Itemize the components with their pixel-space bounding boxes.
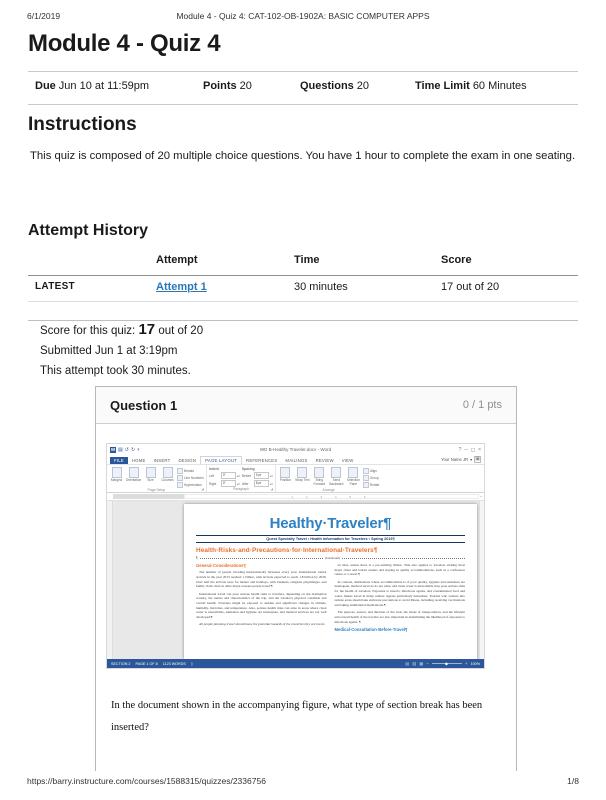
attempt-1-link[interactable]: Attempt 1 <box>156 281 207 293</box>
spacing-after-label: After <box>241 481 249 486</box>
vertical-scrollbar <box>479 501 484 659</box>
doc-paragraph: International travel can pose serious health risks to travelers, depending on the destination country, the nature and characteristics of the trip, and the traveler's physical condition and overall health. Travelers might be exposed to sudden and significant changes in altitude, humidity, microbes, and temperature. Also, serious health risks can arise in areas where clean water is unavailable, sanitation and hygiene are inadequate, and medical services are not well developed.¶ <box>196 591 327 619</box>
doc-paragraph: The purpose, season, and duration of the visit, the mode of transportation, and the lifestyle and overall health of the traveler are also important in determining the likelihood of exposure to infectious agents. ¶ <box>334 610 465 624</box>
indent-header: Indent <box>208 467 219 471</box>
spinner-icon: ▴▾ <box>236 481 240 486</box>
tab-review: REVIEW <box>315 458 334 463</box>
position-label: Position <box>279 478 292 482</box>
indent-left-label: Left <box>208 473 215 478</box>
selection-pane-label: Selection Pane <box>346 478 360 486</box>
instructions-text: This quiz is composed of 20 multiple choice questions. You have 1 hour to complete the exam in one seating. <box>30 150 576 162</box>
restore-icon: ◻ <box>470 446 476 453</box>
columns-icon <box>163 467 173 478</box>
group-button <box>363 475 379 481</box>
spacing-before-value: 0 pt <box>254 472 269 479</box>
align-icon <box>363 468 369 474</box>
dialog-launcher-icon: ◢ <box>270 487 273 491</box>
indent-right-label: Right <box>208 481 217 486</box>
word-status-bar <box>107 659 484 668</box>
word-titlebar <box>107 444 484 455</box>
pilcrow-mark: ¶ <box>196 556 198 560</box>
page-setup-buttons <box>109 466 204 488</box>
doc-italic-note: All people planning travel should know the potential hazards of the countries they are travel- <box>199 622 326 627</box>
indent-column <box>209 466 240 487</box>
statusbar-right <box>405 661 480 666</box>
person-icon: ▣ <box>475 456 480 462</box>
spacing-column <box>242 466 273 487</box>
account-dropdown-icon: ▾ <box>470 457 473 462</box>
table-header-divider <box>28 275 578 276</box>
print-header-title: Module 4 - Quiz 4: CAT-102-OB-1902A: BASIC COMPUTER APPS <box>176 11 430 21</box>
attempt-history-heading: Attempt History <box>28 222 149 239</box>
page-setup-label-text: Page Setup <box>147 488 166 492</box>
minimize-icon: ─ <box>464 446 468 453</box>
margins-icon <box>112 467 122 478</box>
wrap-text-icon <box>297 467 307 478</box>
group-label: Group <box>369 476 379 480</box>
dotted-rule <box>342 558 465 559</box>
doc-columns <box>196 563 465 634</box>
meta-due <box>35 80 149 92</box>
right-subhead: Medical·Consultation·Before·Travel¶ <box>334 626 408 632</box>
dialog-launcher-icon: ◢ <box>201 487 204 491</box>
size-icon <box>146 467 156 478</box>
position-button <box>278 466 293 483</box>
zoom-slider-thumb: ◆ <box>444 660 448 666</box>
selection-pane-button <box>346 466 361 486</box>
page-setup-group-label <box>109 488 204 492</box>
ribbon-group-paragraph <box>207 465 276 492</box>
meta-time-limit-label: Time Limit <box>415 80 470 92</box>
ribbon-group-page-setup <box>107 465 207 492</box>
meta-due-value: Jun 10 at 11:59pm <box>58 80 150 92</box>
zoom-slider <box>432 660 462 666</box>
score-prefix: Score for this quiz: <box>40 325 136 337</box>
column-header-score: Score <box>441 254 472 266</box>
tab-view: VIEW <box>341 458 354 463</box>
tab-references: REFERENCES <box>246 458 278 463</box>
score-value: 17 <box>138 321 156 338</box>
size-button <box>143 466 158 483</box>
close-icon: × <box>478 446 481 453</box>
zoom-out-icon: − <box>426 661 429 666</box>
footer-url: https://barry.instructure.com/courses/1588315/quizzes/2336756 <box>27 776 266 786</box>
zoom-in-icon: + <box>464 661 468 666</box>
breaks-label: Breaks <box>184 469 194 473</box>
meta-points-label: Points <box>203 80 237 92</box>
print-layout-icon: ▥ <box>412 661 417 666</box>
ribbon <box>107 465 484 493</box>
dotted-rule <box>200 558 323 559</box>
window-controls <box>459 447 481 453</box>
meta-time-limit-value: 60 Minutes <box>472 80 527 92</box>
spinner-icon: ▴▾ <box>269 481 273 486</box>
doc-continued-rule <box>196 556 465 560</box>
doc-left-column <box>196 563 327 634</box>
page-setup-small-buttons <box>177 466 204 488</box>
help-icon: ? <box>458 446 462 453</box>
spacing-before-label: Before <box>241 473 252 478</box>
redo-icon: ↻ <box>130 446 136 453</box>
document-page <box>184 504 477 659</box>
proofing-icon: ▯ <box>190 661 193 666</box>
meta-time-limit <box>415 80 527 92</box>
margins-button <box>109 466 124 483</box>
tab-mailings: MAILINGS <box>285 458 308 463</box>
hyphenation-label: Hyphenation <box>184 483 202 487</box>
spinner-icon: ▴▾ <box>236 473 240 478</box>
spacing-header: Spacing <box>241 467 255 471</box>
ruler-margin-area <box>113 494 184 499</box>
spacing-after-value: 8 pt <box>254 480 269 487</box>
score-suffix: out of 20 <box>158 325 204 337</box>
read-mode-icon: ▤ <box>405 661 410 666</box>
columns-label: Columns <box>161 478 174 482</box>
account-signin <box>441 456 481 463</box>
score-line <box>40 322 203 339</box>
status-section: SECTION 2 <box>111 661 131 666</box>
orientation-label: Orientation <box>125 478 142 482</box>
spinner-icon: ▴▾ <box>269 473 273 478</box>
table-bottom-divider <box>28 320 578 321</box>
breaks-button <box>177 468 204 474</box>
doc-headline: Health·Risks·and·Precautions·for·International·Travelers¶ <box>196 547 378 554</box>
account-name: Your Name JR <box>441 457 469 462</box>
indent-right-row <box>209 480 240 487</box>
attempt-history-table <box>28 250 578 322</box>
column-header-attempt: Attempt <box>156 254 198 266</box>
footer-page-number: 1/8 <box>567 776 579 786</box>
line-numbers-button <box>177 475 204 481</box>
line-numbers-label: Line Numbers <box>184 476 204 480</box>
print-date: 6/1/2019 <box>27 11 61 21</box>
continued-note: (Continued) <box>324 556 340 560</box>
qat-dropdown-icon: ▾ <box>137 446 140 453</box>
spacing-before-row <box>242 472 273 479</box>
bring-forward-icon <box>314 467 324 478</box>
ribbon-group-arrange <box>276 465 381 492</box>
attempt-duration-line: This attempt took 30 minutes. <box>40 365 191 377</box>
doc-right-column <box>335 563 466 634</box>
collapse-ribbon-icon: ^ <box>480 494 482 499</box>
rotate-label: Rotate <box>369 483 380 487</box>
align-label: Align <box>369 469 377 473</box>
wrap-text-button <box>295 466 310 483</box>
attempt-score-value: 17 out of 20 <box>441 281 500 293</box>
column-header-time: Time <box>294 254 320 266</box>
doc-masthead: Healthy·Traveler¶ <box>269 515 392 532</box>
document-area <box>107 501 484 659</box>
arrange-small-buttons <box>363 466 379 488</box>
margins-label: Margins <box>110 478 123 482</box>
meta-questions-label: Questions <box>300 80 354 92</box>
undo-icon: ↺ <box>124 446 129 453</box>
breaks-icon <box>177 468 183 474</box>
word-document-title: WD B-Healthy Traveler.docx - Word <box>259 447 332 452</box>
zoom-level: 100% <box>470 661 480 666</box>
meta-points <box>203 80 252 92</box>
indent-left-value: 0" <box>221 472 236 479</box>
ribbon-tab-row <box>107 455 484 465</box>
question-prompt: In the document shown in the accompanying figure, what type of section break has been inserted? <box>111 700 483 733</box>
horizontal-ruler <box>107 493 484 501</box>
table-row-divider <box>28 301 578 302</box>
doc-paragraph: ist sites, unless there is a pre-existing illness. This also applies to travelers visiting most major cities and tourist centers and staying in quality accommodations, such as a conference center or a resort.¶ <box>334 563 465 577</box>
tab-insert: INSERT <box>153 458 171 463</box>
vertical-ruler <box>107 501 113 659</box>
tab-design: DESIGN <box>178 458 197 463</box>
size-label: Size <box>147 478 154 482</box>
table-row <box>156 281 207 293</box>
tab-page-layout: PAGE LAYOUT <box>200 456 242 464</box>
arrange-group-label <box>278 488 379 492</box>
wrap-text-label: Wrap Text <box>295 478 310 482</box>
paragraph-group-label <box>209 487 273 492</box>
meta-questions-value: 20 <box>356 80 370 92</box>
word-logo-icon: W <box>110 446 116 452</box>
divider <box>28 104 578 105</box>
tab-home: HOME <box>131 458 146 463</box>
submitted-line: Submitted Jun 1 at 3:19pm <box>40 345 178 357</box>
orientation-icon <box>129 467 139 478</box>
group-icon <box>363 475 369 481</box>
arrange-label-text: Arrange <box>322 488 335 492</box>
indent-left-row <box>209 472 240 479</box>
bring-forward-button <box>312 466 327 486</box>
tab-file: FILE <box>110 457 128 464</box>
left-subhead: General·Considerations¶ <box>196 563 246 568</box>
page-title: Module 4 - Quiz 4 <box>28 30 221 57</box>
doc-tagline: Quest Specialty Travel • Health Information for Travelers • Spring 2016¶ <box>196 535 465 543</box>
arrange-buttons <box>278 466 379 488</box>
paragraph-fields <box>209 466 273 487</box>
columns-button <box>160 466 175 483</box>
send-backward-button <box>329 466 344 486</box>
save-icon: ▤ <box>118 446 123 453</box>
ruler-ticks: 1 2 3 4 5 6 <box>184 494 479 499</box>
send-backward-label: Send Backward <box>329 478 344 486</box>
spacing-after-row <box>242 480 273 487</box>
quiz-meta-row <box>28 80 578 96</box>
instructions-heading: Instructions <box>28 114 137 135</box>
meta-due-label: Due <box>35 80 56 92</box>
paragraph-label-text: Paragraph <box>232 487 249 491</box>
bring-forward-label: Bring Forward <box>313 478 326 486</box>
position-icon <box>280 467 290 478</box>
question-points: 0 / 1 pts <box>462 399 502 411</box>
selection-pane-icon <box>348 467 358 478</box>
status-words: 1123 WORDS <box>162 661 186 666</box>
send-backward-icon <box>331 467 341 478</box>
attempt-time-value: 30 minutes <box>294 281 348 293</box>
quiz-summary <box>40 322 203 383</box>
line-numbers-icon <box>177 475 183 481</box>
word-screenshot <box>106 443 485 669</box>
question-card <box>95 386 517 771</box>
orientation-button <box>126 466 141 483</box>
status-page: PAGE 1 OF 8 <box>135 661 158 666</box>
meta-points-value: 20 <box>239 80 252 92</box>
divider <box>28 71 578 72</box>
latest-row-label: LATEST <box>35 281 75 292</box>
question-header <box>96 387 516 424</box>
question-title: Question 1 <box>110 397 178 413</box>
meta-questions <box>300 80 369 92</box>
doc-paragraph: The number of people traveling internationally increases every year. International tourist arrivals in the year 2013 reached 1 billion, with arrivals expected to reach 1.8 billion by 2030. Over half the arrivals were for leisure and holidays, with business, religious pilgrimages, and family visits cited as other major reasons people travel.¶ <box>196 570 327 589</box>
web-layout-icon: ▦ <box>419 661 424 666</box>
doc-paragraph: In contrast, destinations where accommodation is of poor quality, hygiene and sanitation are inadequate, medical services do not exist, and clean water is unavailable may pose serious risks for the health of travelers. Exposure to insects, infectious agents, and contaminated food and water, makes travel in many remote regions particularly hazardous. Tourists who venture into remote areas should take elaborate precautions to avoid illness, including receiving vaccinations and taking antimalarial medications.¶ <box>334 579 465 607</box>
indent-right-value: 0" <box>221 480 236 487</box>
align-button <box>363 468 379 474</box>
